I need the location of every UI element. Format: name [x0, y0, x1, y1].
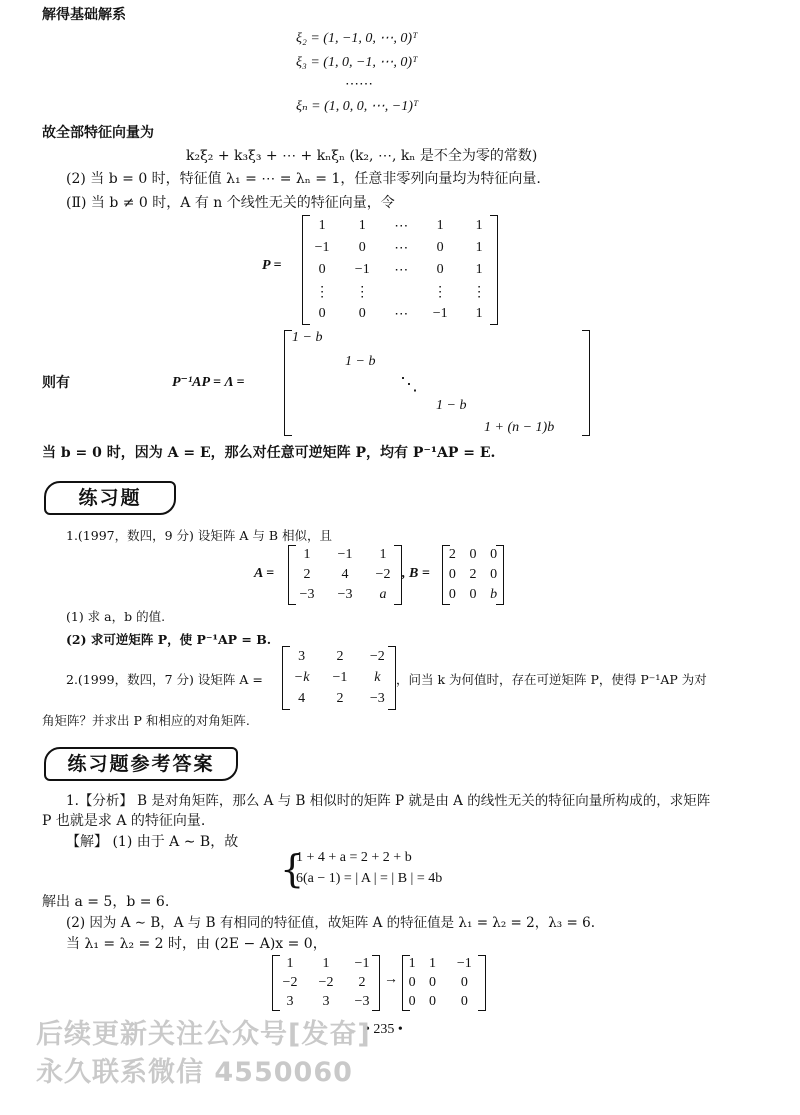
a-label: A = [254, 566, 275, 581]
matrix-cell: 1 [408, 956, 416, 972]
text-line: 当 b = 0 时，因为 A = E，那么对任意可逆矩阵 P，均有 P⁻¹AP = E. [42, 445, 496, 461]
matrix-cell: 0 [460, 993, 468, 1009]
question-2-cont: ，问当 k 为何值时，存在可逆矩阵 P，使得 P⁻¹AP 为对 [396, 672, 707, 687]
b-matrix [442, 545, 504, 605]
matrix-cell: ⋮ [315, 284, 330, 300]
matrix-cell: 0 [490, 567, 498, 582]
matrix-cell: 1 [436, 218, 444, 233]
matrix-cell: −1 [354, 956, 370, 972]
equation-eigen-combo: k₂ξ₂ + k₃ξ₃ + ⋯ + kₙξₙ (k₂, ⋯, kₙ 是不全为零的常数) [186, 148, 538, 164]
matrix-cell [382, 281, 420, 303]
p-matrix [302, 215, 498, 325]
matrix-cell: 4 [298, 691, 306, 707]
matrix-cell: 1 [475, 218, 483, 233]
matrix-cell: −1 [354, 262, 370, 277]
equation-system-2: 6(a − 1) = | A | = | B | = 4b [296, 871, 443, 886]
matrix-cell: −3 [299, 587, 315, 602]
watermark-line-2: 永久联系微信 4550060 [36, 1057, 353, 1088]
question-1-part-2: (2) 求可逆矩阵 P，使 P⁻¹AP = B. [66, 632, 272, 647]
matrix-cell: 1 [475, 306, 483, 321]
matrix-cell: 2 [469, 567, 477, 582]
matrix-cell: ⋮ [472, 284, 487, 300]
answer-solve: 解出 a = 5，b = 6. [42, 894, 170, 910]
answer-analysis: 1.【分析】 B 是对角矩阵，那么 A 与 B 相似时的矩阵 P 就是由 A 的线性无关的特征向量所构成的，求矩阵 [66, 793, 711, 809]
matrix-cell: 1 [318, 218, 326, 233]
lambda-entry: 1 + (n − 1)b [484, 420, 555, 435]
matrix-cell: ⋯ [394, 218, 409, 234]
matrix-cell: 1 [379, 547, 387, 562]
matrix-cell: 1 [358, 218, 366, 233]
matrix-cell: 0 [428, 974, 436, 990]
matrix-cell: 0 [408, 974, 416, 990]
matrix-cell: 1 [322, 956, 330, 972]
equation-system-1: 1 + 4 + a = 2 + 2 + b [296, 850, 412, 865]
matrix-cell: ⋮ [433, 284, 448, 300]
matrix-cell: 0 [490, 547, 498, 562]
matrix-cell: −k [293, 669, 310, 685]
matrix-cell: a [379, 587, 387, 602]
matrix-cell: 0 [408, 993, 416, 1009]
matrix-cell: −1 [314, 240, 330, 255]
matrix-cell: 2 [303, 567, 311, 582]
arrow-icon: → [384, 972, 398, 987]
matrix-cell: 3 [298, 648, 306, 664]
matrix-cell: −3 [337, 587, 353, 602]
question-1: 1.(1997，数四，9 分) 设矩阵 A 与 B 相似，且 [66, 528, 332, 543]
matrix-cell: 0 [469, 547, 477, 562]
matrix-cell: 0 [448, 567, 456, 582]
section-title-answers: 练习题参考答案 [44, 747, 238, 781]
text-line: 解得基础解系 [42, 7, 126, 23]
q2-matrix [282, 646, 396, 710]
watermark-line-1: 后续更新关注公众号[发奋] [36, 1019, 371, 1050]
matrix-cell: 2 [358, 974, 366, 990]
matrix-cell: b [490, 587, 498, 602]
matrix-cell: ⋯ [394, 240, 409, 256]
matrix-cell: ⋯ [394, 306, 409, 322]
lambda-entry: 1 − b [345, 354, 376, 369]
question-1-part-1: (1) 求 a，b 的值. [66, 609, 166, 624]
text-line: 则有 [42, 375, 70, 391]
matrix-cell: −2 [375, 567, 391, 582]
section-title-exercises: 练习题 [44, 481, 176, 515]
matrix-cell: 0 [448, 587, 456, 602]
equation-xi3: ξ₃ = (1, 0, −1, ⋯, 0)ᵀ [296, 55, 418, 70]
matrix-cell: 0 [436, 240, 444, 255]
page-number: • 235 • [365, 1022, 403, 1037]
matrix-cell: 2 [448, 547, 456, 562]
matrix-cell: −2 [318, 974, 334, 990]
matrix-cell: 0 [428, 993, 436, 1009]
matrix-cell: k [374, 669, 381, 685]
matrix-cell: 3 [286, 993, 294, 1009]
matrix-cell: 0 [358, 240, 366, 255]
text-line: (2) 当 b = 0 时，特征值 λ₁ = ⋯ = λₙ = 1，任意非零列向量均为特征向量. [66, 171, 541, 187]
matrix-cell: 0 [469, 587, 477, 602]
matrix-cell: −2 [282, 974, 298, 990]
matrix-cell: 2 [336, 691, 344, 707]
equation-xi2: ξ₂ = (1, −1, 0, ⋯, 0)ᵀ [296, 31, 418, 46]
system-brace: { [280, 847, 305, 891]
matrix-cell: −1 [456, 956, 472, 972]
matrix-cell: −3 [369, 691, 385, 707]
matrix-cell: 2 [336, 648, 344, 664]
matrix-cell: 4 [341, 567, 349, 582]
lambda-label: P⁻¹AP = Λ = [172, 375, 245, 390]
b-label: , B = [402, 566, 430, 581]
reduce-matrix-right [402, 955, 486, 1011]
matrix-cell: 0 [318, 306, 326, 321]
ellipsis: ⋯⋯ [345, 77, 373, 92]
matrix-cell: 3 [322, 993, 330, 1009]
matrix-cell: 0 [318, 262, 326, 277]
matrix-cell: 0 [436, 262, 444, 277]
question-2: 2.(1999，数四，7 分) 设矩阵 A = [66, 672, 263, 687]
matrix-cell: −3 [354, 993, 370, 1009]
matrix-cell: ⋮ [355, 284, 370, 300]
text-line: 故全部特征向量为 [42, 125, 154, 141]
matrix-cell: −1 [432, 306, 448, 321]
p-label: P = [262, 258, 282, 273]
matrix-cell: ⋯ [394, 262, 409, 278]
equation-xin: ξₙ = (1, 0, 0, ⋯, −1)ᵀ [296, 99, 419, 114]
matrix-cell: −1 [337, 547, 353, 562]
matrix-cell: 1 [303, 547, 311, 562]
reduce-matrix-left [272, 955, 380, 1011]
lambda-ddots: ⋱ [400, 374, 418, 394]
matrix-cell: 0 [460, 974, 468, 990]
matrix-cell: 1 [475, 240, 483, 255]
matrix-cell: 0 [358, 306, 366, 321]
a-matrix [288, 545, 402, 605]
matrix-cell: −2 [369, 648, 385, 664]
matrix-cell: 1 [475, 262, 483, 277]
lambda-entry: 1 − b [436, 398, 467, 413]
matrix-cell: −1 [332, 669, 348, 685]
matrix-cell: 1 [286, 956, 294, 972]
question-2-end: 角矩阵？并求出 P 和相应的对角矩阵. [42, 713, 250, 728]
answer-solution: 【解】 (1) 由于 A ∼ B，故 [66, 834, 239, 850]
lambda-entry: 1 − b [292, 330, 323, 345]
answer-part-2: (2) 因为 A ∼ B，A 与 B 有相同的特征值，故矩阵 A 的特征值是 λ₁ = λ₂ = 2，λ₃ = 6. [66, 915, 595, 931]
text-line: (Ⅱ) 当 b ≠ 0 时，A 有 n 个线性无关的特征向量，令 [66, 195, 395, 211]
matrix-cell: 1 [428, 956, 436, 972]
answer-analysis-cont: P 也就是求 A 的特征向量. [42, 813, 206, 829]
answer-case: 当 λ₁ = λ₂ = 2 时，由 (2E − A)x = 0， [66, 936, 327, 952]
